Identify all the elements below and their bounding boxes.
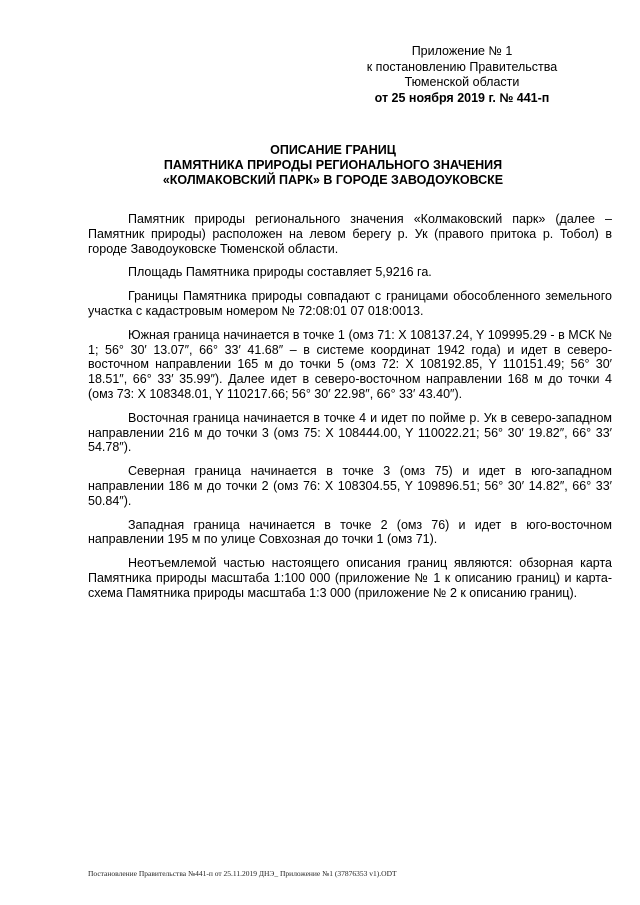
appendix-date: от 25 ноября 2019 г. № 441-п xyxy=(374,90,550,105)
title-line-1: ОПИСАНИЕ ГРАНИЦ xyxy=(270,143,396,157)
paragraph-location: Памятник природы регионального значения «Колмаковский парк» (далее – Памятник природы) расположен на левом берегу р. Ук (правого притока р. Тобол) в городе Заводоуковске Тюменской области. xyxy=(88,212,612,256)
appendix-region: Тюменской области xyxy=(404,75,520,89)
page-footer: Постановление Правительства №441-п от 25.11.2019 ДНЭ_ Приложение №1 (37876353 v1).ODT xyxy=(88,869,397,878)
title-line-2: ПАМЯТНИКА ПРИРОДЫ РЕГИОНАЛЬНОГО ЗНАЧЕНИЯ xyxy=(163,158,503,172)
paragraph-cadastral: Границы Памятника природы совпадают с границами обособленного земельного участка с кадастровым номером № 72:08:01 07 018:0013. xyxy=(88,289,612,318)
appendix-number: Приложение № 1 xyxy=(411,44,513,58)
paragraph-area: Площадь Памятника природы составляет 5,9216 га. xyxy=(128,265,432,280)
document-title xyxy=(88,143,578,188)
paragraph-west-boundary: Западная граница начинается в точке 2 (омз 76) и идет в юго-восточном направлении 195 м по улице Совхозная до точки 1 (омз 71). xyxy=(88,517,612,547)
title-line-3: «КОЛМАКОВСКИЙ ПАРК» В ГОРОДЕ ЗАВОДОУКОВСКЕ xyxy=(162,173,504,187)
paragraph-east-boundary: Восточная граница начинается в точке 4 и идет по пойме р. Ук в северо-западном направлении 216 м до точки 3 (омз 75: X 108444.00, Y 110022.21; 56° 30′ 19.82″, 66° 33′ 54.78″). xyxy=(88,410,612,455)
appendix-header xyxy=(332,44,592,106)
paragraph-north-boundary: Северная граница начинается в точке 3 (омз 75) и идет в юго-западном направлении 186 м до точки 2 (омз 76: X 108304.55, Y 109896.51; 56° 30′ 14.82″, 66° 33′ 50.84″). xyxy=(88,464,612,508)
document-body xyxy=(88,212,612,610)
appendix-decree: к постановлению Правительства xyxy=(366,59,558,74)
paragraph-maps: Неотъемлемой частью настоящего описания границ являются: обзорная карта Памятника природы масштаба 1:100 000 (приложение № 1 к описанию границ) и карта-схема Памятника природы масштаба 1:3 000 (приложение № 2 к описанию границ). xyxy=(88,556,612,600)
paragraph-south-boundary: Южная граница начинается в точке 1 (омз 71: X 108137.24, Y 109995.29 - в МСК № 1; 56° 30′ 13.07″, 66° 33′ 41.68″ – в системе координат 1942 года) и идет в северо-восточном направлении 165 м до точки 5 (омз 72: X 108192.85, Y 110151.49; 56° 30′ 18.51″, 66° 33′ 35.99″). Далее идет в северо-восточном направлении 168 м до точки 4 (омз 73: X 108348.01, Y 110217.66; 56° 30′ 22.98″, 66° 33′ 43.40″). xyxy=(88,327,612,401)
